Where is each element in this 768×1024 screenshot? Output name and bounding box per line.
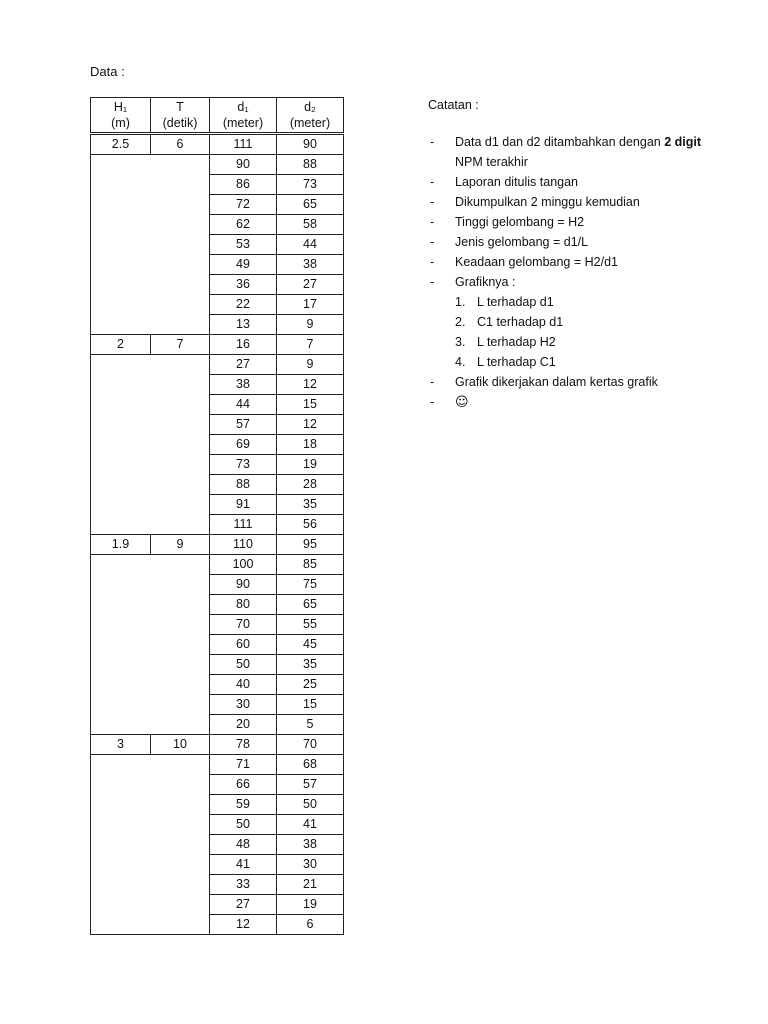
cell-d1: 110: [210, 535, 277, 555]
cell-d2: 28: [277, 475, 344, 495]
cell-d1: 27: [210, 355, 277, 375]
cell-d1: 48: [210, 835, 277, 855]
cell-d2: 95: [277, 535, 344, 555]
cell-h1: 2.5: [91, 134, 151, 155]
cell-d1: 57: [210, 415, 277, 435]
cell-d2: 73: [277, 175, 344, 195]
cell-d1: 111: [210, 134, 277, 155]
note-item: - Data d1 dan d2 ditambahkan dengan 2 digit NPM terakhir: [428, 132, 728, 172]
cell-d2: 35: [277, 655, 344, 675]
cell-d2: 15: [277, 395, 344, 415]
graph-item: 2. C1 terhadap d1: [455, 315, 564, 329]
table-row: [91, 355, 344, 375]
merged-blank-cell: [91, 355, 210, 535]
note-bullet: -: [430, 395, 435, 409]
table-header-row: [91, 98, 344, 134]
note-item: - Jenis gelombang = d1/L: [428, 232, 728, 252]
table-row: [91, 155, 344, 175]
cell-d2: 45: [277, 635, 344, 655]
cell-d1: 71: [210, 755, 277, 775]
cell-d2: 38: [277, 255, 344, 275]
cell-d1: 50: [210, 655, 277, 675]
cell-d1: 60: [210, 635, 277, 655]
cell-d1: 44: [210, 395, 277, 415]
cell-d2: 25: [277, 675, 344, 695]
table-row: [91, 555, 344, 575]
graph-item: 1. L terhadap d1: [455, 295, 554, 309]
cell-d2: 5: [277, 715, 344, 735]
note-bullet: -: [430, 375, 435, 389]
cell-d2: 12: [277, 375, 344, 395]
notes-list: [428, 132, 728, 413]
header-d1: d₁ (meter): [210, 98, 277, 134]
cell-d2: 12: [277, 415, 344, 435]
cell-d1: 40: [210, 675, 277, 695]
cell-d2: 17: [277, 295, 344, 315]
cell-d1: 12: [210, 915, 277, 935]
cell-d1: 90: [210, 155, 277, 175]
merged-blank-cell: [91, 755, 210, 935]
cell-d2: 6: [277, 915, 344, 935]
table-row: [91, 535, 344, 555]
cell-d2: 41: [277, 815, 344, 835]
cell-d1: 111: [210, 515, 277, 535]
note-item: [428, 392, 728, 413]
cell-d2: 38: [277, 835, 344, 855]
cell-d1: 16: [210, 335, 277, 355]
note-bullet: -: [430, 215, 435, 229]
cell-h1: 3: [91, 735, 151, 755]
cell-d2: 90: [277, 134, 344, 155]
header-h1: H₁ (m): [91, 98, 151, 134]
table-body: [91, 134, 344, 935]
note-bullet: -: [430, 275, 435, 289]
cell-d2: 35: [277, 495, 344, 515]
cell-d2: 27: [277, 275, 344, 295]
cell-d2: 56: [277, 515, 344, 535]
cell-d1: 33: [210, 875, 277, 895]
cell-d2: 30: [277, 855, 344, 875]
notes-title: Catatan :: [428, 98, 479, 112]
note-bullet: -: [430, 175, 435, 189]
cell-d1: 53: [210, 235, 277, 255]
cell-d1: 13: [210, 315, 277, 335]
cell-d2: 65: [277, 195, 344, 215]
cell-d2: 18: [277, 435, 344, 455]
header-t: T (detik): [151, 98, 210, 134]
smiley-icon: ☺: [455, 395, 469, 410]
cell-d2: 44: [277, 235, 344, 255]
note-item: - Grafiknya : 1. L terhadap d1 2. C1 terhadap d1 3. L terhadap H2 4. L terhadap C1: [428, 272, 728, 372]
cell-d1: 88: [210, 475, 277, 495]
cell-d1: 49: [210, 255, 277, 275]
cell-d2: 9: [277, 355, 344, 375]
cell-d2: 7: [277, 335, 344, 355]
cell-d2: 70: [277, 735, 344, 755]
cell-d2: 85: [277, 555, 344, 575]
cell-t: 7: [151, 335, 210, 355]
table-row: [91, 735, 344, 755]
note-bullet: -: [430, 255, 435, 269]
cell-d1: 66: [210, 775, 277, 795]
merged-blank-cell: [91, 555, 210, 735]
cell-d1: 62: [210, 215, 277, 235]
cell-d2: 19: [277, 455, 344, 475]
cell-d1: 80: [210, 595, 277, 615]
cell-d2: 19: [277, 895, 344, 915]
note-item: - Tinggi gelombang = H2: [428, 212, 728, 232]
note-item: - Keadaan gelombang = H2/d1: [428, 252, 728, 272]
note-bullet: -: [430, 135, 435, 149]
cell-t: 6: [151, 134, 210, 155]
cell-d1: 86: [210, 175, 277, 195]
cell-d1: 90: [210, 575, 277, 595]
notes-panel: [428, 97, 728, 413]
cell-d1: 38: [210, 375, 277, 395]
merged-blank-cell: [91, 155, 210, 335]
cell-d1: 36: [210, 275, 277, 295]
cell-d1: 78: [210, 735, 277, 755]
cell-d1: 22: [210, 295, 277, 315]
cell-d1: 69: [210, 435, 277, 455]
note-bullet: -: [430, 235, 435, 249]
cell-d2: 58: [277, 215, 344, 235]
header-d2: d₂ (meter): [277, 98, 344, 134]
cell-d1: 72: [210, 195, 277, 215]
cell-d1: 20: [210, 715, 277, 735]
cell-t: 10: [151, 735, 210, 755]
cell-d1: 50: [210, 815, 277, 835]
note-item: - Grafik dikerjakan dalam kertas grafik: [428, 372, 728, 392]
note-item: - Laporan ditulis tangan: [428, 172, 728, 192]
data-table: [90, 97, 344, 935]
cell-d2: 55: [277, 615, 344, 635]
cell-h1: 2: [91, 335, 151, 355]
cell-d1: 70: [210, 615, 277, 635]
page-heading: Data :: [90, 64, 125, 79]
cell-d2: 57: [277, 775, 344, 795]
cell-d1: 30: [210, 695, 277, 715]
note-item: - Dikumpulkan 2 minggu kemudian: [428, 192, 728, 212]
cell-d1: 73: [210, 455, 277, 475]
cell-d1: 100: [210, 555, 277, 575]
cell-d2: 68: [277, 755, 344, 775]
cell-d1: 59: [210, 795, 277, 815]
table-row: [91, 755, 344, 775]
cell-t: 9: [151, 535, 210, 555]
cell-d2: 9: [277, 315, 344, 335]
cell-d2: 65: [277, 595, 344, 615]
cell-d2: 88: [277, 155, 344, 175]
graph-item: 4. L terhadap C1: [455, 355, 556, 369]
cell-d1: 27: [210, 895, 277, 915]
cell-d1: 91: [210, 495, 277, 515]
cell-d1: 41: [210, 855, 277, 875]
cell-d2: 21: [277, 875, 344, 895]
table-row: [91, 335, 344, 355]
table-row: [91, 134, 344, 155]
graph-item: 3. L terhadap H2: [455, 335, 556, 349]
cell-d2: 75: [277, 575, 344, 595]
cell-d2: 50: [277, 795, 344, 815]
cell-d2: 15: [277, 695, 344, 715]
note-bullet: -: [430, 195, 435, 209]
graph-list: [455, 292, 728, 372]
cell-h1: 1.9: [91, 535, 151, 555]
